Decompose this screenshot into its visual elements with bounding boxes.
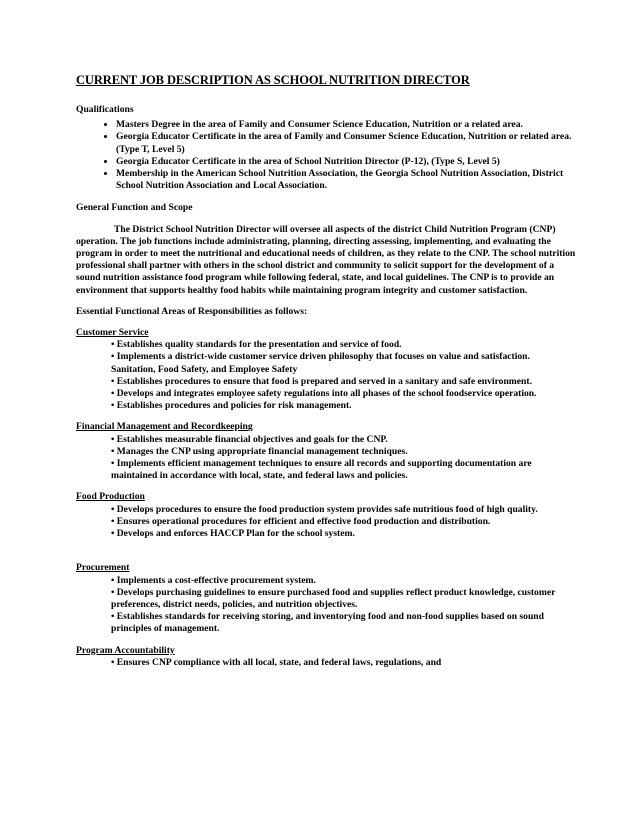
responsibility-item: • Implements a cost-effective procurement system.	[111, 574, 316, 586]
document-title: CURRENT JOB DESCRIPTION AS SCHOOL NUTRITION DIRECTOR	[76, 73, 470, 87]
qualification-item: • Georgia Educator Certificate in the area of Family and Consumer Science Education, Nutrition or related area. (Type T, Level 5)	[116, 131, 576, 155]
qualification-item: • Georgia Educator Certificate in the area of School Nutrition Director (P-12), (Type S, Level 5)	[116, 156, 576, 168]
customer-service-items	[76, 339, 576, 412]
financial-items	[76, 434, 576, 483]
general-function-paragraph: The District School Nutrition Director will oversee all aspects of the district Child Nutrition Program (CNP) operation. The job functions include administrating, planning, directing assessing, implementing, and evaluating the program in order to meet the nutritional and educational needs of children, as they relate to the CNP. The school nutrition professional shall partner with others in the school district and community to solicit support for the development of a sound nutrition assistance food program while following federal, state, and local guidelines. The CNP is to provide an environment that supports healthy food habits while maintaining program integrity and customer satisfaction.	[76, 223, 576, 296]
responsibility-item: • Establishes standards for receiving storing, and inventorying food and non-food supplies based on sound principles of management.	[111, 611, 544, 635]
qualification-item: • Membership in the American School Nutrition Association, the Georgia School Nutrition Association, District School Nutrition Association and Local Association.	[116, 168, 576, 192]
responsibility-item: • Establishes measurable financial objectives and goals for the CNP.	[111, 433, 388, 445]
document-page	[76, 73, 576, 669]
section-heading-customer-service: Customer Service	[76, 327, 149, 339]
general-function-heading: General Function and Scope	[76, 202, 193, 214]
section-heading-program-accountability: Program Accountability	[76, 644, 175, 656]
responsibility-item: • Develops procedures to ensure the food production system provides safe nutritious food of high quality.	[111, 503, 538, 515]
section-heading-financial: Financial Management and Recordkeeping	[76, 421, 253, 433]
responsibility-subheading: Sanitation, Food Safety, and Employee Safety	[111, 363, 298, 375]
section-heading-food-production: Food Production	[76, 491, 145, 503]
responsibility-item: • Establishes quality standards for the presentation and service of food.	[111, 339, 402, 351]
qualifications-list	[76, 119, 576, 192]
food-production-items	[76, 504, 576, 541]
responsibility-item: • Establishes procedures and policies for risk management.	[111, 400, 352, 412]
responsibility-item: • Develops purchasing guidelines to ensure purchased food and supplies reflect product knowledge, customer preferences, district needs, policies, and nutrition objectives.	[111, 586, 556, 610]
responsibility-item: • Implements a district-wide customer service driven philosophy that focuses on value and satisfaction.	[111, 351, 530, 363]
responsibility-item: • Manages the CNP using appropriate financial management techniques.	[111, 445, 408, 457]
procurement-items	[76, 575, 576, 636]
section-heading-procurement: Procurement	[76, 562, 130, 574]
responsibility-item: • Implements efficient management techniques to ensure all records and supporting documentation are maintained in accordance with local, state, and federal laws and policies.	[111, 458, 532, 482]
responsibility-item: • Develops and enforces HACCP Plan for the school system.	[111, 528, 355, 540]
program-accountability-items	[76, 657, 576, 669]
responsibility-item: • Ensures operational procedures for efficient and effective food production and distribution.	[111, 515, 491, 527]
qualification-item: • Masters Degree in the area of Family and Consumer Science Education, Nutrition or a related area.	[116, 119, 576, 131]
responsibility-item: • Develops and integrates employee safety regulations into all phases of the school foodservice operation.	[111, 388, 537, 400]
essential-areas-heading: Essential Functional Areas of Responsibilities as follows:	[76, 305, 308, 317]
responsibility-item: • Establishes procedures to ensure that food is prepared and served in a sanitary and safe environment.	[111, 375, 532, 387]
qualifications-heading: Qualifications	[76, 104, 134, 115]
responsibility-item: • Ensures CNP compliance with all local, state, and federal laws, regulations, and	[111, 656, 442, 668]
